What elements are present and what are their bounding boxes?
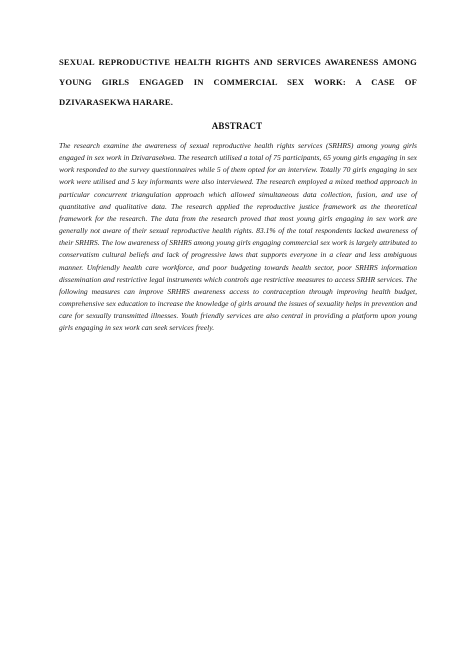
abstract-body: The research examine the awareness of sexual reproductive health rights services (SRHRS) among young girls engaged in sex work in Dzivarasekwa. The research utilised a total of 75 participants, 65 young girls engaging in sex work responded to the survey questionnaires while 5 of them opted for an interview. Totally 70 girls engaging in sex work were utilised and 5 key informants were also interviewed. The research employed a mixed method approach in particular concurrent triangulation approach which allowed simultaneous data collection, fusion, and use of quantitative and qualitative data. The research applied the reproductive justice framework as the theoretical framework for the research. The data from the research proved that most young girls engaging in sex work are generally not aware of their sexual reproductive health rights. 83.1% of the total respondents lacked awareness of their SRHRS. The low awareness of SRHRS among young girls engaging commercial sex work is largely attributed to conservatism cultural beliefs and lack of progressive laws that supports everyone in a clear and less ambiguous manner. Unfriendly health care workforce, and poor budgeting towards health sector, poor SRHRS information dissemination and restrictive legal instruments which controls age restrictive measures to access SRHR services. The following measures can improve SRHRS awareness access to contraception through improving health budget, comprehensive sex education to increase the knowledge of girls around the issues of sexuality helps in prevention and care for sexually transmitted illnesses. Youth friendly services are also central in providing a platform upon young girls engaging in sex work can seek services freely. [59, 141, 417, 333]
document-title: SEXUAL REPRODUCTIVE HEALTH RIGHTS AND SERVICES AWARENESS AMONG YOUNG GIRLS ENGAGED IN COMMERCIAL SEX WORK: A CASE OF DZIVARASEKWA HARARE. [59, 57, 417, 107]
abstract-heading: ABSTRACT [211, 121, 263, 131]
